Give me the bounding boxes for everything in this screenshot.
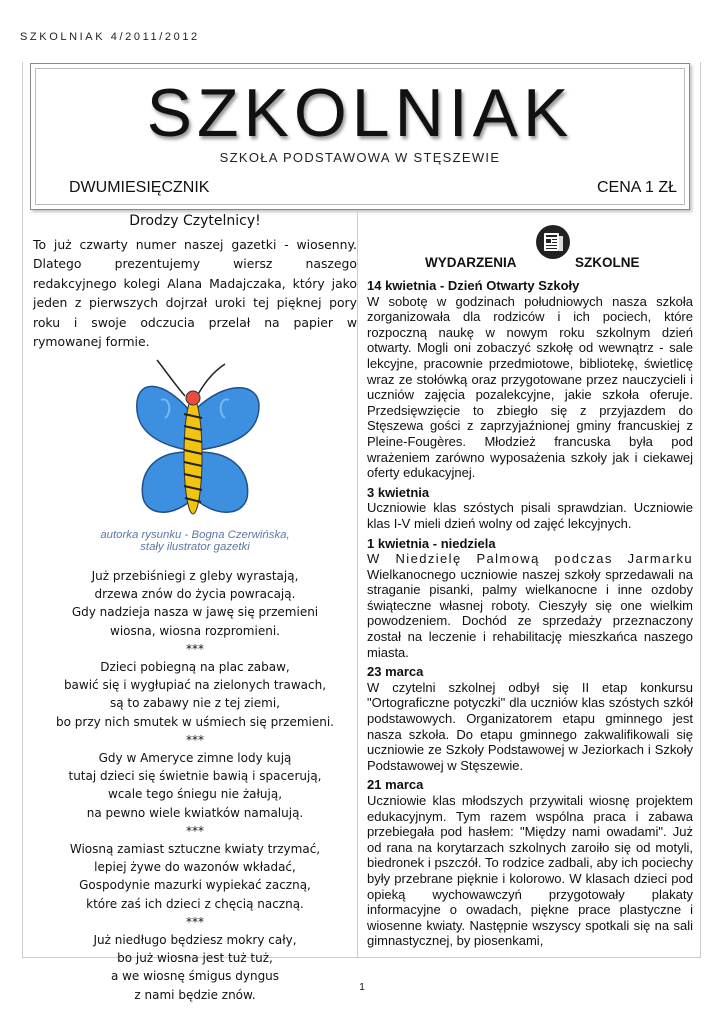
poem-separator: *** xyxy=(186,823,204,838)
section-title-word2: SZKOLNE xyxy=(575,255,640,270)
newspaper-icon xyxy=(535,224,571,260)
right-column xyxy=(367,222,693,949)
poem-line: bo przy nich smutek w uśmiech się przemieni. xyxy=(56,714,334,729)
event-body: Uczniowie klas młodszych przywitali wiosnę projektem edukacyjnym. Tym razem wspólna praca i zabawa przebiegała pod hasłem: "Między nami owadami". Już od rana na korytarzach szkolnych zaroiło się od motyli, biedronek i pszczół. To rodzice zadbali, aby ich pociechy były przebrane pięknie i kolorowo. W klasach dzieci pod opieką wychowawczyń przygotowały plakaty informacyjne o owadach, piękne prace plastyczne i wiosenne kwiaty. Następnie wszyscy spotkali się na sali gimnastycznej, by piosenkami, xyxy=(367,793,693,949)
poem-line: drzewa znów do życia powracają. xyxy=(94,587,296,602)
event-date: 23 marca xyxy=(367,664,424,680)
event-body: Uczniowie klas szóstych pisali sprawdzian. Uczniowie klas I-V mieli dzień wolny od zajęć lekcyjnych. xyxy=(367,500,693,531)
events-list xyxy=(367,278,693,949)
poem-line: tutaj dzieci się świetnie bawią i spacerują, xyxy=(68,769,322,784)
page-number: 1 xyxy=(359,982,365,993)
poem-line: lepiej żywe do wazonów wkładać, xyxy=(94,860,296,875)
butterfly-illustration xyxy=(133,352,263,527)
poem-line: Wiosną zamiast sztuczne kwiaty trzymać, xyxy=(69,842,321,857)
frequency-label: DWUMIESIĘCZNIK xyxy=(69,179,210,196)
issue-tag: SZKOLNIAK 4/2011/2012 xyxy=(20,31,200,43)
poem-line: Gdy nadzieja nasza w jawę się przemieni xyxy=(71,605,319,620)
event-date: 1 kwietnia - niedziela xyxy=(367,535,496,551)
poem-line: są to zabawy nie z tej ziemi, xyxy=(110,696,280,711)
poem-line: Już przebiśniegi z gleby wyrastają, xyxy=(91,569,299,583)
poem-line: Gdy w Ameryce zimne lody kują xyxy=(98,751,292,766)
newspaper-title: SZKOLNIAK xyxy=(146,75,574,151)
credit-line: stały ilustrator gazetki xyxy=(140,541,250,553)
poem-line: wiosna, wiosna rozpromieni. xyxy=(110,623,280,638)
event-body: Wielkanocnego uczniowie naszej szkoły sprzedawali na straganie pisanki, palmy wielkanocne i inne ozdoby świąteczne własnej roboty. Cieszyły się one wielkim powodzeniem. Dochód ze sprzedaży przeznaczony został na leczenie i rehabilitację mieszkańca naszego miasta. xyxy=(367,566,693,660)
school-name: SZKOŁA PODSTAWOWA W STĘSZEWIE xyxy=(219,150,501,165)
event-date: 3 kwietnia xyxy=(367,484,430,500)
poem-line: Już niedługo będziesz mokry cały, xyxy=(93,933,297,948)
poem-line: Dzieci pobiegną na plac zabaw, xyxy=(100,660,290,675)
event-body-first-line: W Niedzielę Palmową podczas Jarmarku xyxy=(367,551,693,567)
poem-line: na pewno wiele kwiatków namalują. xyxy=(86,805,304,820)
intro-paragraph: To już czwarty numer naszej gazetki - wiosenny. Dlatego prezentujemy wiersz naszego redakcyjnego kolegi Alana Madajczaka, który jako jeden z pierwszych dojrzał uroki tej pięknej pory roku i swoje odczucia przelał na papier w rymowanej formie. xyxy=(33,237,357,350)
frame-left xyxy=(22,62,23,958)
poem-separator: *** xyxy=(186,914,204,929)
illustration-credit xyxy=(33,529,357,553)
event-date: 21 marca xyxy=(367,777,424,793)
section-title-word1: WYDARZENIA xyxy=(425,255,517,270)
credit-line: autorka rysunku - Bogna Czerwińska, xyxy=(100,529,290,541)
greeting: Drodzy Czytelnicy! xyxy=(129,213,261,229)
poem-separator: *** xyxy=(186,732,204,747)
frame-right xyxy=(700,62,701,958)
event-body: W sobotę w godzinach południowych nasza szkoła zorganizowała dla rodziców i ich pociech, które rozpoczną naukę w nowym roku szkolnym dzień otwarty. Mogli oni zobaczyć szkołę od wewnątrz - sale lekcyjne, pracownie przedmiotowe, bibliotekę, świetlicę wraz ze stołówką oraz przygotowane przez nauczycieli i uczniów zajęcia pozalekcyjne, jakie szkoła oferuje. Przedsięwzięcie to zbiegło się z przyjazdem do Stęszewa gości z zaprzyjaźnionej gminy francuskiej z Pleine-Fougères. Młodzież francuska była pod wrażeniem zarówno wyposażenia szkoły jak i ciekawej oferty edukacyjnej. xyxy=(367,293,693,481)
poem-line: z nami będzie znów. xyxy=(134,987,256,1002)
price-label: CENA 1 ZŁ xyxy=(596,179,677,196)
poem-line: bawić się i wygłupiać na zielonych trawach, xyxy=(63,678,327,693)
event-date: 14 kwietnia - Dzień Otwarty Szkoły xyxy=(367,278,580,293)
poem-line: Gospodynie mazurki wypiekać zaczną, xyxy=(79,878,311,893)
masthead xyxy=(30,63,690,210)
section-heading xyxy=(367,222,693,274)
poem xyxy=(33,567,357,1004)
poem-line: które zaś ich dzieci z chęcią naczną. xyxy=(86,896,304,911)
poem-separator: *** xyxy=(186,641,204,656)
poem-line: wcale tego śniegu nie żałują, xyxy=(107,787,283,802)
poem-line: a we wiosnę śmigus dyngus xyxy=(110,969,280,984)
event-body: W czytelni szkolnej odbył się II etap konkursu "Ortograficzne potyczki" dla uczniów klas szóstych szkół podstawowych. Organizatorem etapu gminnego jest nasza szkoła. Do etapu gminnego zakwalifikowali się uczniowie ze Szkoły Podstawowej w Jeziorkach i Szkoły Podstawowej w Stęszewie. xyxy=(367,679,693,773)
left-column xyxy=(33,212,358,1002)
poem-line: bo już wiosna jest tuż tuż, xyxy=(117,951,273,966)
